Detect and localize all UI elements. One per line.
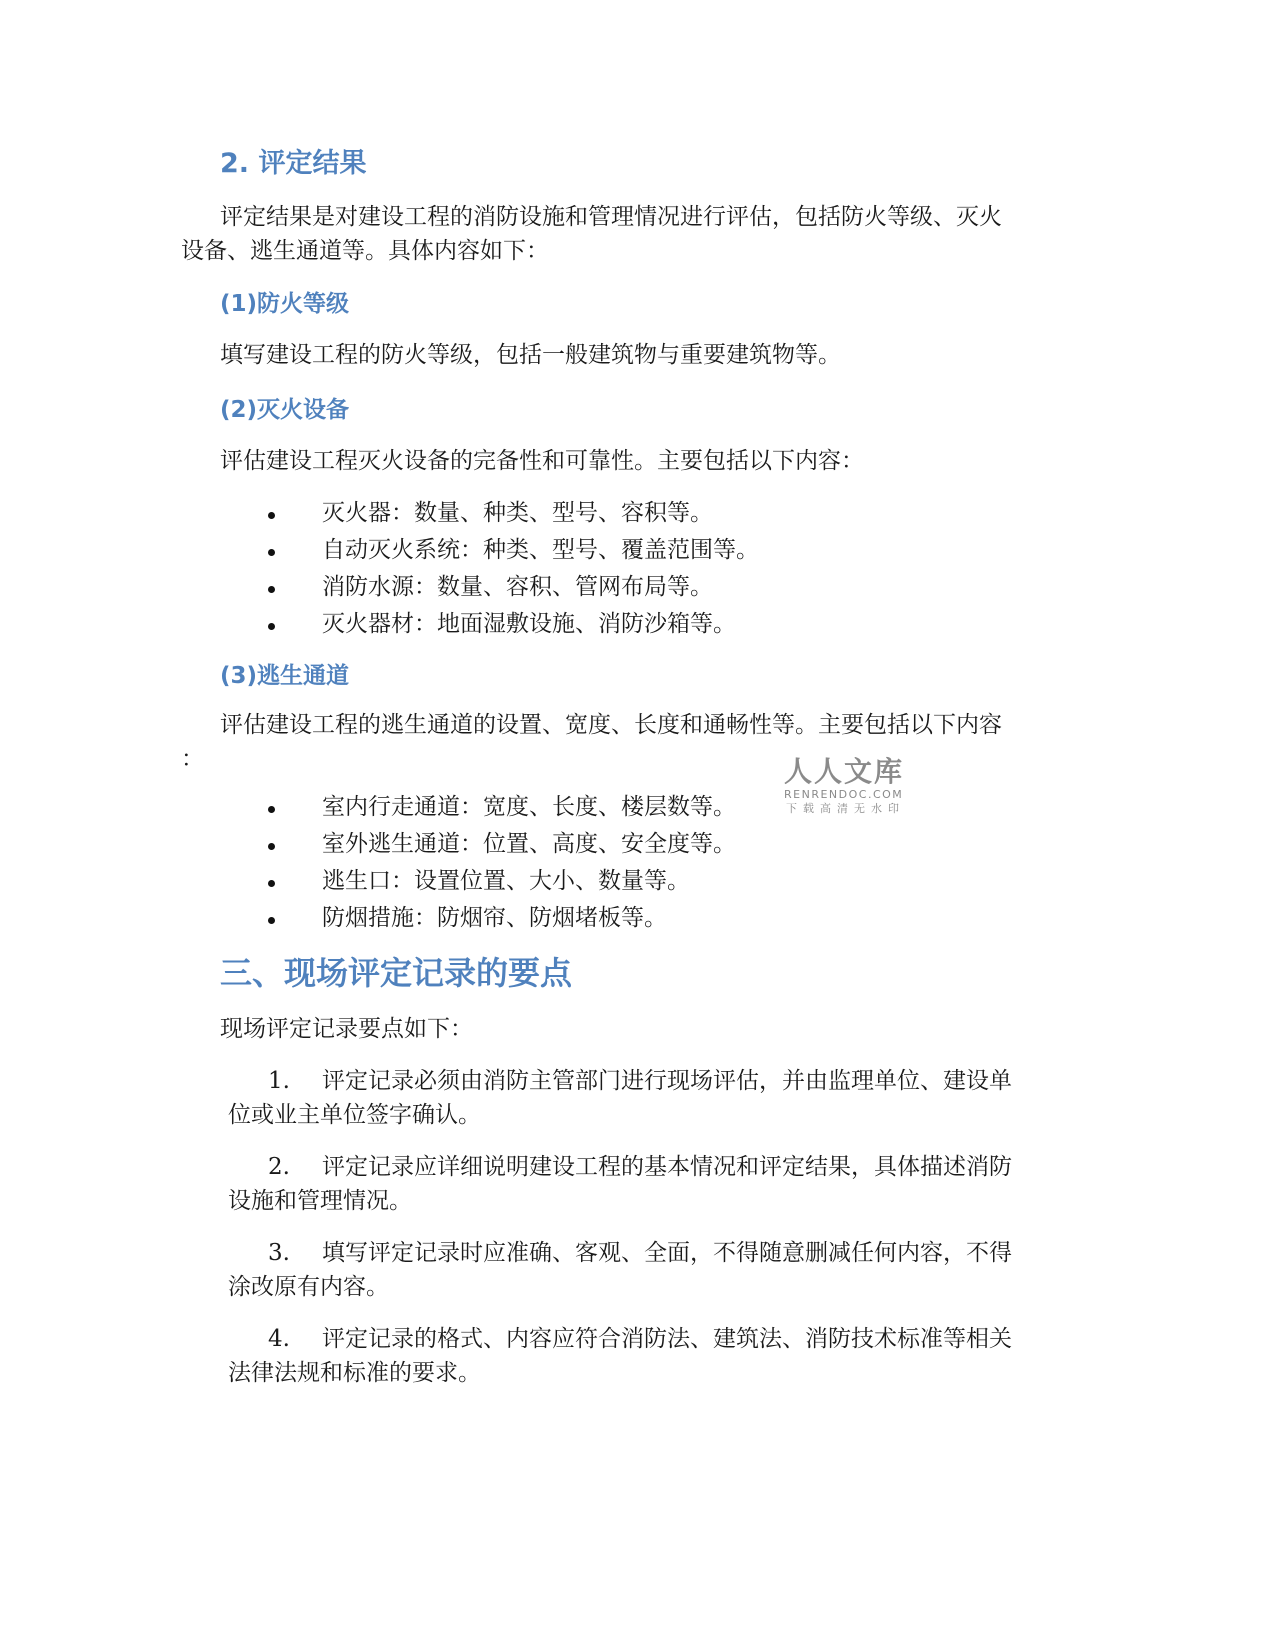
list-item: 自动灭火系统：种类、型号、覆盖范围等。 bbox=[322, 537, 759, 563]
subsection-3-text-line-2: ： bbox=[181, 746, 204, 772]
subsection-2-text: 评估建设工程灭火设备的完备性和可靠性。主要包括以下内容： bbox=[220, 448, 864, 474]
list-item-line-2: 设施和管理情况。 bbox=[228, 1188, 412, 1214]
subsection-3-heading: (3)逃生通道 bbox=[220, 663, 350, 689]
bullet-icon bbox=[268, 806, 275, 813]
section-2-intro-line-2: 设备、逃生通道等。具体内容如下： bbox=[181, 238, 549, 264]
bullet-icon bbox=[268, 623, 275, 630]
subsection-1-text: 填写建设工程的防火等级，包括一般建筑物与重要建筑物等。 bbox=[220, 342, 841, 368]
list-item-number: 4. bbox=[268, 1326, 290, 1352]
list-item-line-2: 涂改原有内容。 bbox=[228, 1274, 389, 1300]
bullet-icon bbox=[268, 512, 275, 519]
list-item: 消防水源：数量、容积、管网布局等。 bbox=[322, 574, 713, 600]
list-item-line-1: 评定记录必须由消防主管部门进行现场评估，并由监理单位、建设单 bbox=[322, 1068, 1012, 1094]
list-item: 防烟措施：防烟帘、防烟堵板等。 bbox=[322, 905, 667, 931]
list-item-line-2: 位或业主单位签字确认。 bbox=[228, 1102, 481, 1128]
list-item-line-1: 评定记录的格式、内容应符合消防法、建筑法、消防技术标准等相关 bbox=[322, 1326, 1012, 1352]
list-item-line-1: 填写评定记录时应准确、客观、全面，不得随意删减任何内容，不得 bbox=[322, 1240, 1012, 1266]
bullet-icon bbox=[268, 586, 275, 593]
subsection-3-text-line-1: 评估建设工程的逃生通道的设置、宽度、长度和通畅性等。主要包括以下内容 bbox=[220, 712, 1002, 738]
list-item: 室外逃生通道：位置、高度、安全度等。 bbox=[322, 831, 736, 857]
bullet-icon bbox=[268, 917, 275, 924]
section-2-intro-line-1: 评定结果是对建设工程的消防设施和管理情况进行评估，包括防火等级、灭火 bbox=[220, 204, 1002, 230]
watermark-domain: RENRENDOC.COM bbox=[784, 788, 904, 801]
list-item: 灭火器：数量、种类、型号、容积等。 bbox=[322, 500, 713, 526]
bullet-icon bbox=[268, 549, 275, 556]
list-item: 室内行走通道：宽度、长度、楼层数等。 bbox=[322, 794, 736, 820]
bullet-icon bbox=[268, 843, 275, 850]
list-item-number: 3. bbox=[268, 1240, 290, 1266]
watermark-tagline: 下载高清无水印 bbox=[786, 802, 905, 815]
section-3-heading: 三、现场评定记录的要点 bbox=[220, 954, 573, 992]
list-item: 逃生口：设置位置、大小、数量等。 bbox=[322, 868, 690, 894]
subsection-1-heading: (1)防火等级 bbox=[220, 291, 350, 317]
bullet-icon bbox=[268, 880, 275, 887]
list-item-line-2: 法律法规和标准的要求。 bbox=[228, 1360, 481, 1386]
list-item-number: 2. bbox=[268, 1154, 290, 1180]
section-3-intro: 现场评定记录要点如下： bbox=[220, 1016, 473, 1042]
list-item-number: 1. bbox=[268, 1068, 290, 1094]
subsection-2-heading: (2)灭火设备 bbox=[220, 397, 350, 423]
watermark-title: 人人文库 bbox=[784, 755, 905, 788]
section-2-heading: 2. 评定结果 bbox=[220, 148, 367, 179]
list-item: 灭火器材：地面湿敷设施、消防沙箱等。 bbox=[322, 611, 736, 637]
list-item-line-1: 评定记录应详细说明建设工程的基本情况和评定结果，具体描述消防 bbox=[322, 1154, 1012, 1180]
